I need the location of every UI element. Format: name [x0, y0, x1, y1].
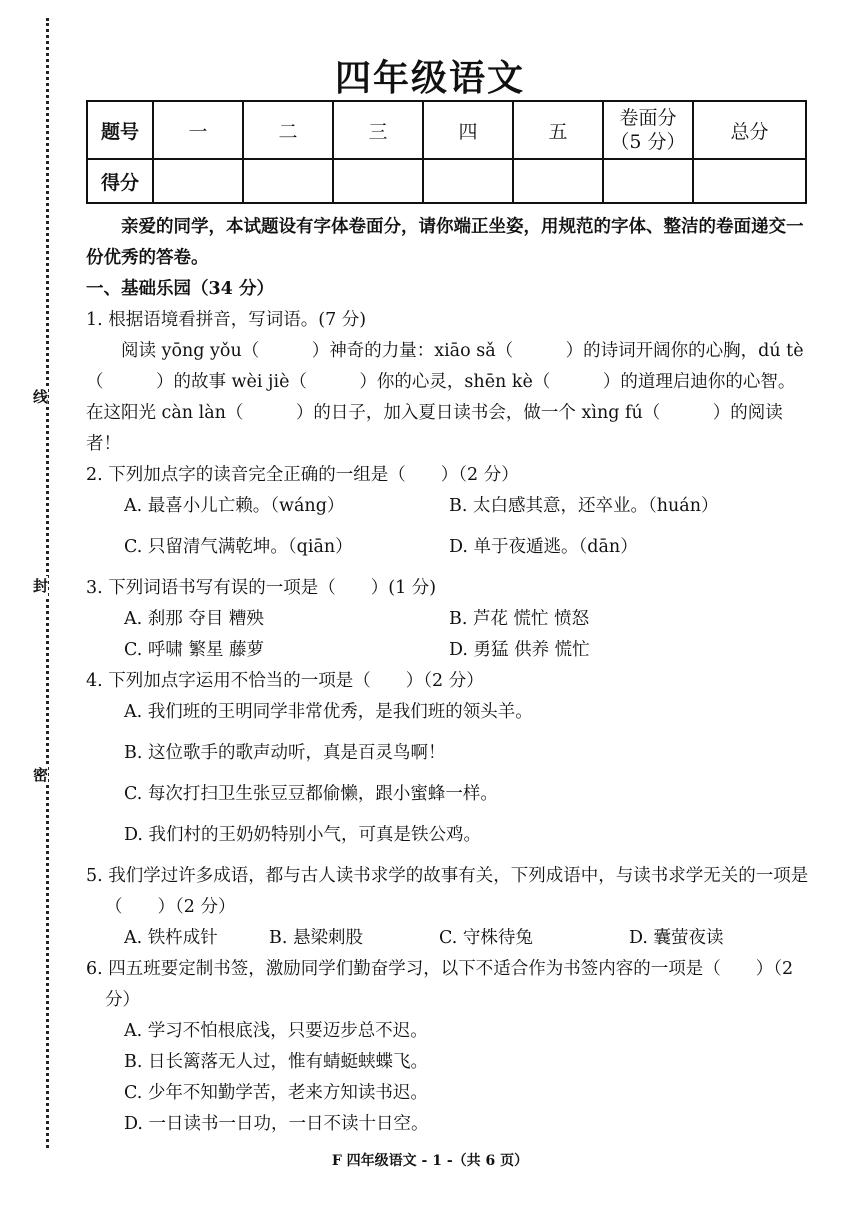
q3-options-row-2 [86, 635, 811, 666]
neatness-label: 卷面分 [619, 107, 677, 129]
binding-label-feng: 封 [33, 577, 49, 595]
q1-stem: 1. 根据语境看拼音，写词语。(7 分) [86, 310, 367, 330]
q5-option-b: B. 悬梁刺股 [269, 928, 363, 948]
score-cell [153, 159, 243, 203]
score-cell [603, 159, 693, 203]
neatness-points: （5 分） [610, 131, 686, 153]
q4-stem: 4. 下列加点字运用不恰当的一项是（ ）（2 分） [86, 671, 484, 691]
binding-label-mi: 密 [33, 766, 49, 784]
score-col-neatness [603, 101, 693, 159]
q4-option-c: C. 每次打扫卫生张豆豆都偷懒，跟小蜜蜂一样。 [124, 784, 498, 804]
q5-option-a: A. 铁杵成针 [124, 928, 218, 948]
q6-option-b: B. 日长篱落无人过，惟有蜻蜓蛱蝶飞。 [124, 1052, 428, 1072]
score-cell [693, 159, 806, 203]
q3-option-c: C. 呼啸 繁星 藤萝 [124, 640, 265, 660]
q2-stem: 2. 下列加点字的读音完全正确的一组是（ ）（2 分） [86, 465, 519, 485]
q3-stem: 3. 下列词语书写有误的一项是（ ）(1 分) [86, 578, 437, 598]
q3-option-b: B. 芦花 慌忙 愤怒 [449, 609, 590, 629]
q6-stem: 6. 四五班要定制书签，激励同学们勤奋学习，以下不适合作为书签内容的一项是（ ）（2 分） [86, 959, 794, 1010]
intro-text: 亲爱的同学，本试题设有字体卷面分，请你端正坐姿，用规范的字体、整洁的卷面递交一份优秀的答卷。 [86, 217, 804, 268]
page-footer: F 四年级语文 - 1 -（共 6 页） [331, 1153, 529, 1169]
page-title: 四年级语文 [334, 57, 525, 99]
q5-stem: 5. 我们学过许多成语，都与古人读书求学的故事有关，下列成语中，与读书求学无关的一项是（ ）（2 分） [86, 866, 809, 917]
score-cell [243, 159, 333, 203]
score-col-4: 四 [423, 101, 513, 159]
q2-option-a: A. 最喜小儿亡赖。（wáng） [124, 496, 345, 516]
q3-option-d: D. 勇猛 供养 慌忙 [449, 640, 590, 660]
section-heading: 一、基础乐园（34 分） [86, 279, 274, 299]
q2-option-c: C. 只留清气满乾坤。（qiān） [124, 537, 353, 557]
q6-option-a: A. 学习不怕根底浅，只要迈步总不迟。 [124, 1021, 428, 1041]
q5-options-row [86, 923, 811, 954]
q5-option-c: C. 守株待兔 [439, 928, 533, 948]
q5-option-d: D. 囊萤夜读 [629, 928, 724, 948]
score-col-5: 五 [513, 101, 603, 159]
score-col-2: 二 [243, 101, 333, 159]
q2-option-d: D. 单于夜遁逃。（dān） [449, 537, 638, 557]
q1-text: 阅读 yōng yǒu（ ）神奇的力量：xiāo sǎ（ ）的诗词开阔你的心胸，dú tè（ ）的故事 wèi jiè（ ）你的心灵，shēn kè（ ）的道理启迪你的心智。在这阳光 càn làn（ ）的日子，加入夏日读书会，做一个 xìng fú（ ）的阅读者！ [86, 341, 804, 454]
score-cell [513, 159, 603, 203]
q2-options-row-2 [86, 532, 811, 563]
q4-option-a: A. 我们班的王明同学非常优秀，是我们班的领头羊。 [124, 702, 533, 722]
score-cell [423, 159, 513, 203]
score-row-label: 得分 [87, 159, 153, 203]
q3-options-row-1 [86, 604, 811, 635]
q4-option-b: B. 这位歌手的歌声动听，真是百灵鸟啊！ [124, 743, 446, 763]
binding-label-xian: 线 [33, 388, 49, 406]
score-table [86, 100, 807, 204]
score-table-score-row [87, 159, 806, 203]
score-table-header-row [87, 101, 806, 159]
q6-option-c: C. 少年不知勤学苦，老来方知读书迟。 [124, 1083, 428, 1103]
score-col-1: 一 [153, 101, 243, 159]
q2-options-row-1 [86, 491, 811, 522]
q6-option-d: D. 一日读书一日功，一日不读十日空。 [124, 1114, 429, 1134]
score-col-total: 总分 [693, 101, 806, 159]
score-cell [333, 159, 423, 203]
q4-option-d: D. 我们村的王奶奶特别小气，可真是铁公鸡。 [124, 825, 482, 845]
exam-content [86, 212, 811, 1140]
q3-option-a: A. 刹那 夺目 糟殃 [124, 609, 264, 629]
q2-option-b: B. 太白感其意，还卒业。（huán） [449, 496, 719, 516]
score-table-header-label: 题号 [87, 101, 153, 159]
score-col-3: 三 [333, 101, 423, 159]
